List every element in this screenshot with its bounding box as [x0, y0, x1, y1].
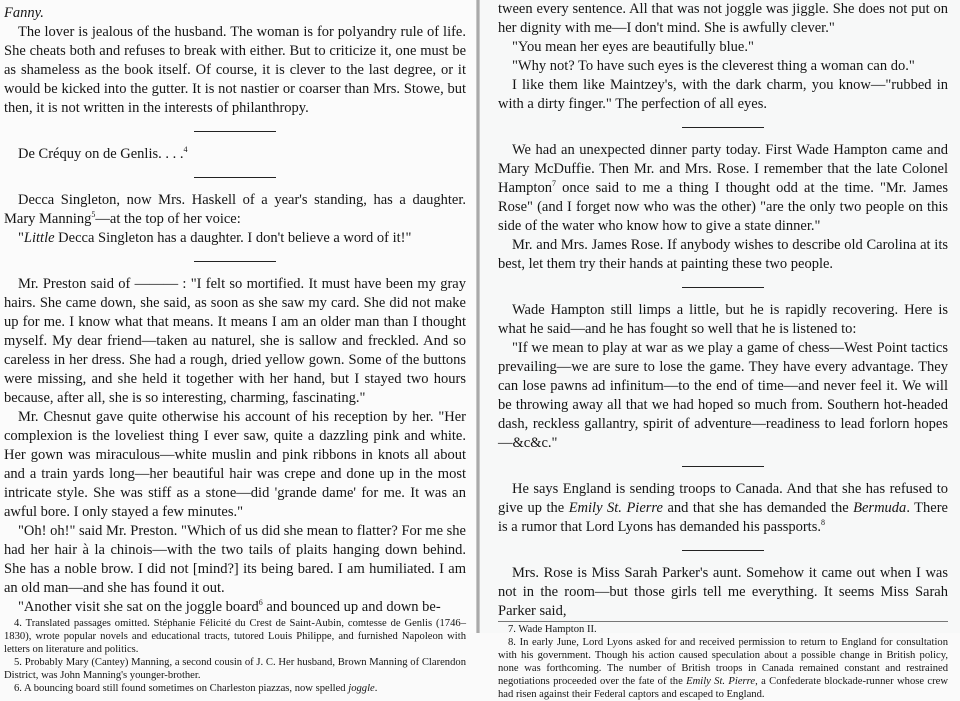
paragraph-maintzey: I like them like Maintzey's, with the dark charm, you know—"rubbed in with a dirty finger." The perfection of all eyes.: [498, 77, 948, 112]
paragraph-fanny: The lover is jealous of the husband. The woman is for polyandry rule of life. She cheats both and refuses to break with either. But to criticize it, one must be as shameless as the book itself. Of course, it is clever to the last degree, or it would be kicked into the gutter. It is not nastier or coarser than Mrs. Stowe, but then, it is not written in the interests of philanthropy.: [4, 24, 466, 116]
section-divider: [682, 550, 764, 551]
footnotes-left: [4, 617, 466, 695]
footnote-6-text: 6. A bouncing board still found sometimes on Charleston piazzas, now spelled: [14, 683, 349, 694]
dinner-text-b: once said to me a thing I thought odd at the time. "Mr. James Rose" (and I forget now who was the other) "are the only two people on this side of the water who know how to give a state dinner.": [498, 180, 948, 234]
footnote-7: 7. Wade Hampton II.: [508, 624, 597, 635]
paragraph-continued: tween every sentence. All that was not joggle was jiggle. She does not put on her dignity with me—I don't mind. She is awfully clever.": [498, 1, 948, 36]
paragraph-rose-parker: Mrs. Rose is Miss Sarah Parker's aunt. Somehow it came out when I was not in the room—but those girls tell me everything. It seems Miss Sarah Parker said,: [498, 565, 948, 619]
note-ref-8: 8: [820, 518, 825, 528]
paragraph-decca: [4, 191, 466, 229]
footnote-8-text-a: 8. In early June, Lord Lyons asked for and received permission to return to England for consultation with his government. Though his action caused speculation about a possible change in British policy, none was forthcoming. The number of British troops in Canada remained constant and restrained negotiations proceeded over the fate of the: [498, 637, 948, 687]
decca-text: Decca Singleton, now Mrs. Haskell of a year's standing, has a daughter. Mary Manning: [4, 192, 466, 227]
paragraph-dinner: [498, 141, 948, 236]
england-text-b: and that she has demanded the: [662, 500, 854, 516]
footnote-8: [498, 636, 948, 701]
section-divider: [682, 287, 764, 288]
ship-bermuda: Bermuda: [853, 500, 907, 516]
ship-emily-st-pierre: Emily St. Pierre: [568, 500, 663, 516]
section-divider: [682, 466, 764, 467]
paragraph-chesnut: Mr. Chesnut gave quite otherwise his account of his reception by her. "Her complexion is the loveliest thing I ever saw, quite a dazzling pink and white. Her gown was miraculous—white muslin and pink ribbons in knots all about and a train yards long—her beautiful hair was crepe and done up in the most intricate style. She was stiff as a stone—did 'grande dame' for me. It was an awful bore. I only stayed a few minutes.": [4, 409, 466, 520]
section-divider: [194, 177, 276, 178]
decca-text-end: —at the top of her voice:: [95, 211, 241, 227]
another-visit-text: "Another visit she sat on the joggle board: [18, 599, 259, 615]
note-ref-7: 7: [551, 179, 556, 189]
paragraph-preston: Mr. Preston said of ——— : "I felt so mortified. It must have been my gray hairs. She came down, she said, as soon as she saw my card. She did not make up for me. I know what that means. It means I am an older man than I thought myself. My dear friend—taken au naturel, she is sallow and freckled. And so careless in her dress. She had a rough, dried yellow gown. Some of the buttons were missing, and she held it together with her hand, but I stayed two hours because, after all, she is so interesting, charming, fascinating.": [4, 276, 466, 406]
footnote-6: [4, 682, 466, 695]
paragraph-england: [498, 480, 948, 537]
running-head: Fanny.: [4, 5, 44, 21]
right-page: [480, 0, 960, 700]
footnote-8-ship: Emily St. Pierre: [686, 676, 756, 687]
section-divider: [194, 131, 276, 132]
england-text-a: He says England is sending troops to Canada. And that she has refused to give up the: [498, 481, 948, 516]
paragraph-eyes-1: "You mean her eyes are beautifully blue.": [512, 39, 754, 55]
left-page: [0, 0, 476, 694]
england-text-c: . There is a rumor that Lord Lyons has demanded his passports.: [498, 500, 948, 535]
paragraph-rose: Mr. and Mrs. James Rose. If anybody wishes to describe old Carolina at its best, let them try their hands at painting these two people.: [498, 237, 948, 272]
note-ref-6: 6: [258, 598, 263, 608]
paragraph-hampton: Wade Hampton still limps a little, but he is rapidly recovering. Here is what he said—and he has fought so well that he is listened to:: [498, 302, 948, 337]
footnote-5: 5. Probably Mary (Cantey) Manning, a second cousin of J. C. Her husband, Brown Manning of Clarendon District, was John Manning's younger-brother.: [4, 657, 466, 681]
paragraph-ohoh: "Oh! oh!" said Mr. Preston. "Which of us did she mean to flatter? For me she had her hair à la chinois—with the two tails of plaits hanging down behind. She has a noble brow. I did not [mind?] its being bared. I am humiliated. I am an old man—and she has found it out.: [4, 523, 466, 596]
paragraph-crequy: [4, 145, 466, 164]
footnote-6-word: joggle: [348, 683, 375, 694]
footnote-rule: [498, 621, 948, 622]
note-ref-4: 4: [183, 145, 188, 155]
word-little: Little: [23, 230, 55, 246]
decca-quote-text: Decca Singleton has a daughter. I don't believe a word of it!": [54, 230, 412, 246]
paragraph-eyes-2: "Why not? To have such eyes is the cleverest thing a woman can do.": [512, 58, 915, 74]
paragraph-decca-quote: "Little Decca Singleton has a daughter. I don't believe a word of it!": [18, 230, 412, 246]
footnotes-right: [498, 621, 948, 701]
note-ref-5: 5: [91, 210, 96, 220]
crequy-text: De Créquy on de Genlis. . . .: [18, 146, 184, 162]
dinner-text-a: We had an unexpected dinner party today. First Wade Hampton came and Mary McDuffie. Then Mr. and Mrs. Rose. I remember that the late Colonel Hampton: [498, 142, 948, 196]
footnote-4: 4. Translated passages omitted. Stéphanie Félicité du Crest de Saint-Aubin, comtesse de Genlis (1746–1830), wrote popular novels and educational tracts, tutored Louis Philippe, and furnished Napoleon with letters on literature and politics.: [4, 618, 466, 655]
section-divider: [194, 261, 276, 262]
footnote-6-end: .: [374, 683, 378, 694]
another-visit-end: and bounced up and down be-: [262, 599, 441, 615]
footnote-8-text-b: , a Confederate blockade-runner whose crew had risen against their Federal captors and escaped to England.: [498, 676, 948, 700]
paragraph-chess: "If we mean to play at war as we play a game of chess—West Point tactics prevailing—we are sure to lose the game. They have every advantage. They can lose pawns ad infinitum—to the end of time—and never feel it. We will be throwing away all that we had hoped so much from. Southern hot-headed dash, reckless gallantry, spirit of adventure—readiness to lead forlorn hopes—&c&c.": [498, 340, 948, 451]
section-divider: [682, 127, 764, 128]
paragraph-another-visit: [4, 598, 466, 617]
